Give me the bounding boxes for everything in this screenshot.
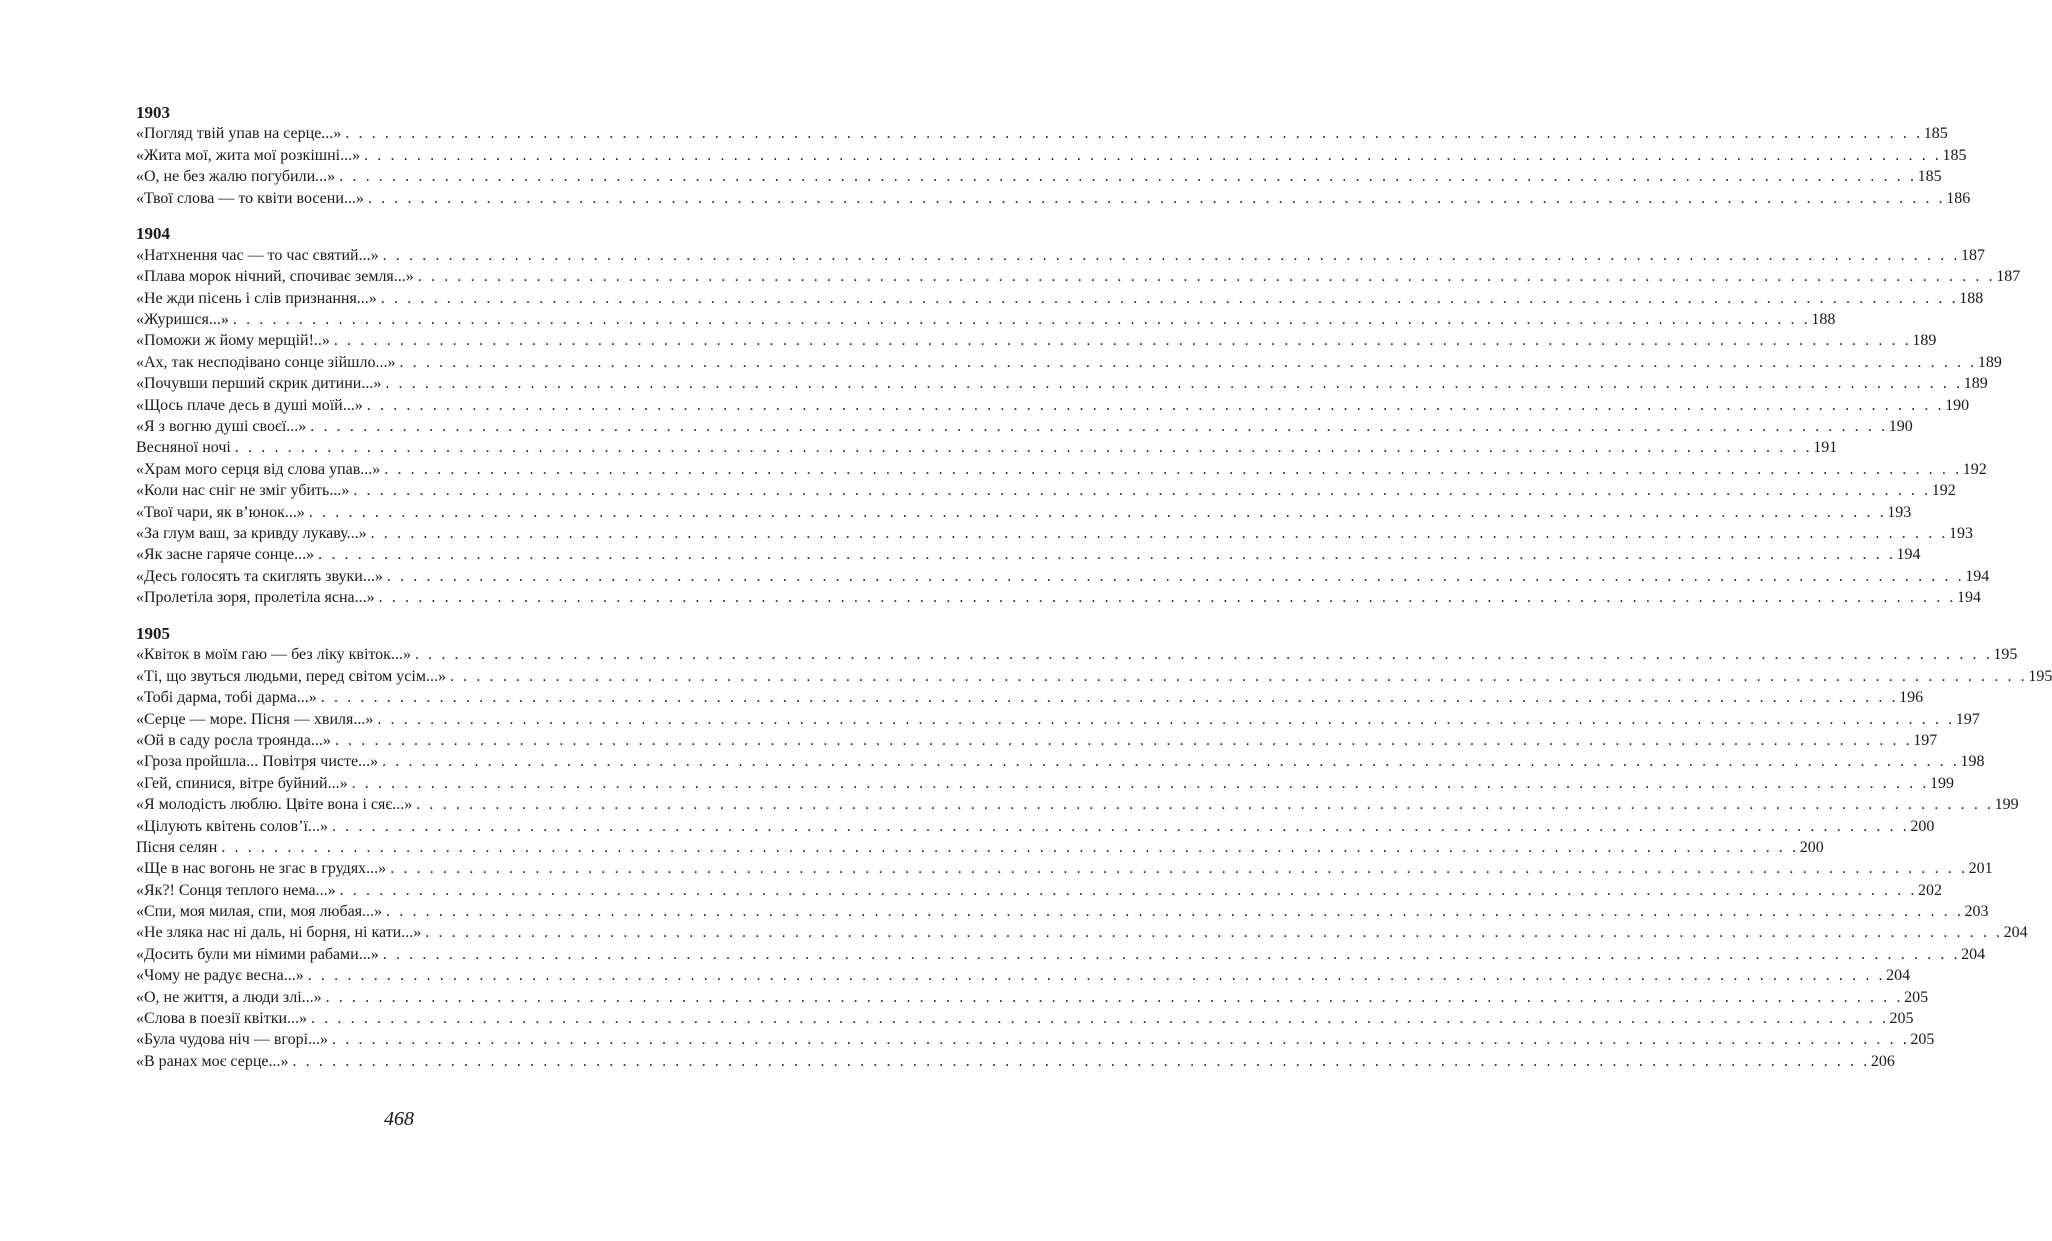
dot-leader: . . . . . . . . . . . . . . . . . . . . . . . . . . . . . . . . . . . . . . . . . . . . . . . . . . . . . . . . . . . . . . . . . . . . . . . . . . . . . . . . . . . . . . . . . . . . . . . . . . . . . . . . . . . . . . . . . . . . . . . . xyxy=(318,546,1896,564)
toc-entry[interactable] xyxy=(136,502,1912,523)
entry-page-number: 186 xyxy=(1946,189,1971,207)
entry-title: «Гроза пройшла... Повітря чисте...» xyxy=(136,753,379,771)
dot-leader: . . . . . . . . . . . . . . . . . . . . . . . . . . . . . . . . . . . . . . . . . . . . . . . . . . . . . . . . . . . . . . . . . . . . . . . . . . . . . . . . . . . . . . . . . . . . . . . . . . . . . . . . . . . . . . . . . . . . . . . . xyxy=(325,988,1904,1006)
toc-entry[interactable] xyxy=(136,416,1913,437)
section-year-heading: 1903 xyxy=(136,103,170,122)
dot-leader: . . . . . . . . . . . . . . . . . . . . . . . . . . . . . . . . . . . . . . . . . . . . . . . . . . . . . . . . . . . . . . . . . . . . . . . . . . . . . . . . . . . . . . . . . . . . . . . . . . . . . . . . . . . . . . . . . . . . . . . . xyxy=(386,903,1964,921)
entry-title: «Я з вогню душі своєї...» xyxy=(136,417,307,435)
toc-entry[interactable] xyxy=(136,395,1970,416)
entry-page-number: 192 xyxy=(1931,482,1956,500)
dot-leader: . . . . . . . . . . . . . . . . . . . . . . . . . . . . . . . . . . . . . . . . . . . . . . . . . . . . . . . . . . . . . . . . . . . . . . . . . . . . . . . . . . . . . . . . . . . . . . . . . . . . . . . . . . . . . . . . . . . . . . . . xyxy=(353,482,1931,500)
entry-page-number: 205 xyxy=(1904,988,1929,1006)
entry-page-number: 194 xyxy=(1957,589,1982,607)
entry-page-number: 198 xyxy=(1960,753,1985,771)
dot-leader: . . . . . . . . . . . . . . . . . . . . . . . . . . . . . . . . . . . . . . . . . . . . . . . . . . . . . . . . . . . . . . . . . . . . . . . . . . . . . . . . . . . . . . . . . . . . . . . . . . . . . . . . . . . . . . . . . . . . . . . . xyxy=(334,731,1913,749)
toc-section-1904 xyxy=(136,223,2021,608)
entry-page-number: 206 xyxy=(1870,1052,1895,1070)
entry-title: «Ті, що звуться людьми, перед світом усім...» xyxy=(136,667,446,685)
toc-entry[interactable] xyxy=(136,352,2002,373)
toc-entry[interactable] xyxy=(136,944,1986,965)
dot-leader: . . . . . . . . . . . . . . . . . . . . . . . . . . . . . . . . . . . . . . . . . . . . . . . . . . . . . . . . . . . . . . . . . . . . . . . . . . . . . . . . . . . . . . . . . . . . . . . . . . . . . . . . . . . . . . . . . . . . . . . . xyxy=(364,146,1942,164)
entry-page-number: 190 xyxy=(1888,417,1913,435)
toc-entry[interactable] xyxy=(136,123,1948,144)
dot-leader: . . . . . . . . . . . . . . . . . . . . . . . . . . . . . . . . . . . . . . . . . . . . . . . . . . . . . . . . . . . . . . . . . . . . . . . . . . . . . . . . . . . . . . . . . . . . . . . . . . . . . . . . . . . . . . . . . . . . . . . . xyxy=(339,168,1917,186)
entry-title: «Десь голосять та скиглять звуки...» xyxy=(136,567,383,585)
dot-leader: . . . . . . . . . . . . . . . . . . . . . . . . . . . . . . . . . . . . . . . . . . . . . . . . . . . . . . . . . . . . . . . . . . . . . . . . . . . . . . . . . . . . . . . . . . . . . . . . . . . . . . . . . . . . . . . . . . . . . . . . xyxy=(311,1010,1889,1028)
entry-page-number: 193 xyxy=(1949,524,1974,542)
entry-title: «В ранах моє серце...» xyxy=(136,1052,289,1070)
entry-page-number: 202 xyxy=(1918,881,1943,899)
toc-entry[interactable] xyxy=(136,523,1974,544)
dot-leader: . . . . . . . . . . . . . . . . . . . . . . . . . . . . . . . . . . . . . . . . . . . . . . . . . . . . . . . . . . . . . . . . . . . . . . . . . . . . . . . . . . . . . . . . . . . . . . . . . . . . . . . . . . . . . . . . . . . . . . . . xyxy=(345,125,1923,143)
dot-leader: . . . . . . . . . . . . . . . . . . . . . . . . . . . . . . . . . . . . . . . . . . . . . . . . . . . . . . . . . . . . . . . . . . . . . . . . . . . . . . . . . . . . . . . . . . . . . . . . . . . . . . . . . . . . . . . . . . . . . . . . xyxy=(232,311,1811,329)
toc-entry[interactable] xyxy=(136,709,1980,730)
toc-section-1905 xyxy=(136,623,2052,1072)
toc-entry[interactable] xyxy=(136,987,1929,1008)
entry-page-number: 200 xyxy=(1799,838,1824,856)
toc-entry[interactable] xyxy=(136,480,1956,501)
entry-page-number: 196 xyxy=(1899,689,1924,707)
dot-leader: . . . . . . . . . . . . . . . . . . . . . . . . . . . . . . . . . . . . . . . . . . . . . . . . . . . . . . . . . . . . . . . . . . . . . . . . . . . . . . . . . . . . . . . . . . . . . . . . . . . . . . . . . . . . . . . . . . . . . . . . xyxy=(414,646,1993,664)
toc-entry[interactable] xyxy=(136,587,1982,608)
dot-leader: . . . . . . . . . . . . . . . . . . . . . . . . . . . . . . . . . . . . . . . . . . . . . . . . . . . . . . . . . . . . . . . . . . . . . . . . . . . . . . . . . . . . . . . . . . . . . . . . . . . . . . . . . . . . . . . . . . . . . . . . xyxy=(399,353,1977,371)
toc-section-1903 xyxy=(136,102,1971,209)
toc-entry[interactable] xyxy=(136,858,1993,879)
toc-entry[interactable] xyxy=(136,188,1971,209)
dot-leader: . . . . . . . . . . . . . . . . . . . . . . . . . . . . . . . . . . . . . . . . . . . . . . . . . . . . . . . . . . . . . . . . . . . . . . . . . . . . . . . . . . . . . . . . . . . . . . . . . . . . . . . . . . . . . . . . . . . . . . . . xyxy=(425,924,2003,942)
entry-title: «Ще в нас вогонь не згас в грудях...» xyxy=(136,860,387,878)
dot-leader: . . . . . . . . . . . . . . . . . . . . . . . . . . . . . . . . . . . . . . . . . . . . . . . . . . . . . . . . . . . . . . . . . . . . . . . . . . . . . . . . . . . . . . . . . . . . . . . . . . . . . . . . . . . . . . . . . . . . . . . . xyxy=(320,689,1899,707)
dot-leader: . . . . . . . . . . . . . . . . . . . . . . . . . . . . . . . . . . . . . . . . . . . . . . . . . . . . . . . . . . . . . . . . . . . . . . . . . . . . . . . . . . . . . . . . . . . . . . . . . . . . . . . . . . . . . . . . . . . . . . . . xyxy=(386,567,1965,585)
dot-leader: . . . . . . . . . . . . . . . . . . . . . . . . . . . . . . . . . . . . . . . . . . . . . . . . . . . . . . . . . . . . . . . . . . . . . . . . . . . . . . . . . . . . . . . . . . . . . . . . . . . . . . . . . . . . . . . . . . . . . . . . xyxy=(351,774,1929,792)
toc-entry[interactable] xyxy=(136,922,2028,943)
dot-leader: . . . . . . . . . . . . . . . . . . . . . . . . . . . . . . . . . . . . . . . . . . . . . . . . . . . . . . . . . . . . . . . . . . . . . . . . . . . . . . . . . . . . . . . . . . . . . . . . . . . . . . . . . . . . . . . . . . . . . . . . xyxy=(378,589,1957,607)
toc-entry[interactable] xyxy=(136,1029,1935,1050)
entry-title: «Коли нас сніг не зміг убить...» xyxy=(136,482,350,500)
entry-page-number: 187 xyxy=(1996,268,2021,286)
toc-entry[interactable] xyxy=(136,288,1984,309)
entry-title: «Почувши перший скрик дитини...» xyxy=(136,375,382,393)
entry-page-number: 185 xyxy=(1942,146,1967,164)
toc-entry[interactable] xyxy=(136,566,1990,587)
dot-leader: . . . . . . . . . . . . . . . . . . . . . . . . . . . . . . . . . . . . . . . . . . . . . . . . . . . . . . . . . . . . . . . . . . . . . . . . . . . . . . . . . . . . . . . . . . . . . . . . . . . . . . . . . . . . . . . . . . . . . . . . xyxy=(449,667,2028,685)
toc-entry[interactable] xyxy=(136,965,1911,986)
entry-page-number: 190 xyxy=(1945,396,1970,414)
entry-title: «Не зляка нас ні даль, ні борня, ні кати...» xyxy=(136,924,422,942)
entry-title: «Пролетіла зоря, пролетіла ясна...» xyxy=(136,589,375,607)
entry-title: «Квіток в моїм гаю — без ліку квіток...» xyxy=(136,646,411,664)
entry-title: «О, не без жалю погубили...» xyxy=(136,168,336,186)
entry-title: «Щось плаче десь в душі моїй...» xyxy=(136,396,363,414)
toc-entry[interactable] xyxy=(136,880,1943,901)
entry-page-number: 188 xyxy=(1959,289,1984,307)
entry-page-number: 188 xyxy=(1811,311,1836,329)
entry-title: «Тобі дарма, тобі дарма...» xyxy=(136,689,317,707)
entry-page-number: 199 xyxy=(1994,796,2019,814)
toc-entry[interactable] xyxy=(136,245,1985,266)
toc-entry[interactable] xyxy=(136,751,1985,772)
entry-page-number: 194 xyxy=(1965,567,1990,585)
dot-leader: . . . . . . . . . . . . . . . . . . . . . . . . . . . . . . . . . . . . . . . . . . . . . . . . . . . . . . . . . . . . . . . . . . . . . . . . . . . . . . . . . . . . . . . . . . . . . . . . . . . . . . . . . . . . . . . . . . . . . . . . xyxy=(384,460,1962,478)
entry-title: «Жита мої, жита мої розкішні...» xyxy=(136,146,361,164)
entry-title: «Плава морок нічний, спочиває земля...» xyxy=(136,268,414,286)
entry-title: «Ах, так несподівано сонце зійшло...» xyxy=(136,353,396,371)
entry-page-number: 195 xyxy=(2028,667,2052,685)
entry-title: «Ой в саду росла троянда...» xyxy=(136,731,331,749)
dot-leader: . . . . . . . . . . . . . . . . . . . . . . . . . . . . . . . . . . . . . . . . . . . . . . . . . . . . . . . . . . . . . . . . . . . . . . . . . . . . . . . . . . . . . . . . . . . . . . . . . . . . . . . . . . . . . . . . . . . . . . . . xyxy=(370,524,1949,542)
entry-page-number: 191 xyxy=(1813,439,1838,457)
entry-title: «О, не життя, а люди злі...» xyxy=(136,988,322,1006)
toc-entry[interactable] xyxy=(136,794,2019,815)
entry-title: «Як засне гаряче сонце...» xyxy=(136,546,315,564)
dot-leader: . . . . . . . . . . . . . . . . . . . . . . . . . . . . . . . . . . . . . . . . . . . . . . . . . . . . . . . . . . . . . . . . . . . . . . . . . . . . . . . . . . . . . . . . . . . . . . . . . . . . . . . . . . . . . . . . . . . . . . . . xyxy=(417,268,1996,286)
entry-page-number: 204 xyxy=(1961,945,1986,963)
dot-leader: . . . . . . . . . . . . . . . . . . . . . . . . . . . . . . . . . . . . . . . . . . . . . . . . . . . . . . . . . . . . . . . . . . . . . . . . . . . . . . . . . . . . . . . . . . . . . . . . . . . . . . . . . . . . . . . . . . . . . . . . xyxy=(339,881,1918,899)
toc-entry[interactable] xyxy=(136,816,1935,837)
dot-leader: . . . . . . . . . . . . . . . . . . . . . . . . . . . . . . . . . . . . . . . . . . . . . . . . . . . . . . . . . . . . . . . . . . . . . . . . . . . . . . . . . . . . . . . . . . . . . . . . . . . . . . . . . . . . . . . . . . . . . . . . xyxy=(221,838,1799,856)
entry-title: «Не жди пісень і слів признання...» xyxy=(136,289,377,307)
entry-page-number: 199 xyxy=(1929,774,1954,792)
dot-leader: . . . . . . . . . . . . . . . . . . . . . . . . . . . . . . . . . . . . . . . . . . . . . . . . . . . . . . . . . . . . . . . . . . . . . . . . . . . . . . . . . . . . . . . . . . . . . . . . . . . . . . . . . . . . . . . . . . . . . . . . xyxy=(292,1052,1870,1070)
entry-page-number: 204 xyxy=(2003,924,2028,942)
toc-entry[interactable] xyxy=(136,837,1824,858)
entry-page-number: 201 xyxy=(1968,860,1993,878)
dot-leader: . . . . . . . . . . . . . . . . . . . . . . . . . . . . . . . . . . . . . . . . . . . . . . . . . . . . . . . . . . . . . . . . . . . . . . . . . . . . . . . . . . . . . . . . . . . . . . . . . . . . . . . . . . . . . . . . . . . . . . . . xyxy=(390,860,1968,878)
dot-leader: . . . . . . . . . . . . . . . . . . . . . . . . . . . . . . . . . . . . . . . . . . . . . . . . . . . . . . . . . . . . . . . . . . . . . . . . . . . . . . . . . . . . . . . . . . . . . . . . . . . . . . . . . . . . . . . . . . . . . . . . xyxy=(332,1031,1910,1049)
entry-title: «Була чудова ніч — вгорі...» xyxy=(136,1031,329,1049)
dot-leader: . . . . . . . . . . . . . . . . . . . . . . . . . . . . . . . . . . . . . . . . . . . . . . . . . . . . . . . . . . . . . . . . . . . . . . . . . . . . . . . . . . . . . . . . . . . . . . . . . . . . . . . . . . . . . . . . . . . . . . . . xyxy=(385,375,1963,393)
entry-page-number: 189 xyxy=(1963,375,1988,393)
table-of-contents xyxy=(136,102,2052,1087)
entry-title: «Серце — море. Пісня — хвиля...» xyxy=(136,710,374,728)
section-year-heading: 1905 xyxy=(136,623,170,643)
toc-entry[interactable] xyxy=(136,730,1938,751)
entry-title: «Твої чари, як в’юнок...» xyxy=(136,503,305,521)
entry-title: Весняної ночі xyxy=(136,439,231,457)
entry-page-number: 185 xyxy=(1917,168,1942,186)
entry-title: «Слова в поезії квітки...» xyxy=(136,1010,308,1028)
entry-title: «Чому не радує весна...» xyxy=(136,967,304,985)
entry-page-number: 205 xyxy=(1910,1031,1935,1049)
entry-title: «Твої слова — то квіти восени...» xyxy=(136,189,364,207)
entry-title: «Журишся...» xyxy=(136,311,229,329)
toc-entry[interactable] xyxy=(136,309,1836,330)
dot-leader: . . . . . . . . . . . . . . . . . . . . . . . . . . . . . . . . . . . . . . . . . . . . . . . . . . . . . . . . . . . . . . . . . . . . . . . . . . . . . . . . . . . . . . . . . . . . . . . . . . . . . . . . . . . . . . . . . . . . . . . . xyxy=(382,753,1960,771)
entry-page-number: 193 xyxy=(1887,503,1912,521)
toc-entry[interactable] xyxy=(136,687,1924,708)
dot-leader: . . . . . . . . . . . . . . . . . . . . . . . . . . . . . . . . . . . . . . . . . . . . . . . . . . . . . . . . . . . . . . . . . . . . . . . . . . . . . . . . . . . . . . . . . . . . . . . . . . . . . . . . . . . . . . . . . . . . . . . . xyxy=(366,396,1945,414)
dot-leader: . . . . . . . . . . . . . . . . . . . . . . . . . . . . . . . . . . . . . . . . . . . . . . . . . . . . . . . . . . . . . . . . . . . . . . . . . . . . . . . . . . . . . . . . . . . . . . . . . . . . . . . . . . . . . . . . . . . . . . . . xyxy=(377,710,1955,728)
toc-entry[interactable] xyxy=(136,266,2021,287)
entry-title: «Гей, спинися, вітре буйний...» xyxy=(136,774,348,792)
entry-page-number: 189 xyxy=(1912,332,1937,350)
toc-entry[interactable] xyxy=(136,1051,1895,1072)
toc-entry[interactable] xyxy=(136,459,1987,480)
entry-title: «Досить були ми німими рабами...» xyxy=(136,945,379,963)
entry-title: «Я молодість люблю. Цвіте вона і сяє...» xyxy=(136,796,413,814)
entry-page-number: 194 xyxy=(1896,546,1921,564)
section-year-heading: 1904 xyxy=(136,224,170,244)
entry-title: «Храм мого серця від слова упав...» xyxy=(136,460,381,478)
entry-page-number: 203 xyxy=(1964,903,1989,921)
toc-entry[interactable] xyxy=(136,437,1838,458)
toc-entry[interactable] xyxy=(136,1008,1914,1029)
entry-title: «Цілують квітень солов’ї...» xyxy=(136,817,328,835)
entry-page-number: 187 xyxy=(1961,246,1985,264)
entry-page-number: 200 xyxy=(1910,817,1935,835)
dot-leader: . . . . . . . . . . . . . . . . . . . . . . . . . . . . . . . . . . . . . . . . . . . . . . . . . . . . . . . . . . . . . . . . . . . . . . . . . . . . . . . . . . . . . . . . . . . . . . . . . . . . . . . . . . . . . . . . . . . . . . . . xyxy=(307,967,1886,985)
toc-entry[interactable] xyxy=(136,901,1989,922)
page-number: 468 xyxy=(384,1108,414,1130)
entry-title: «Натхнення час — то час святий...» xyxy=(136,246,379,264)
dot-leader: . . . . . . . . . . . . . . . . . . . . . . . . . . . . . . . . . . . . . . . . . . . . . . . . . . . . . . . . . . . . . . . . . . . . . . . . . . . . . . . . . . . . . . . . . . . . . . . . . . . . . . . . . . . . . . . . . . . . . . . . xyxy=(234,439,1813,457)
toc-entry[interactable] xyxy=(136,544,1921,565)
dot-leader: . . . . . . . . . . . . . . . . . . . . . . . . . . . . . . . . . . . . . . . . . . . . . . . . . . . . . . . . . . . . . . . . . . . . . . . . . . . . . . . . . . . . . . . . . . . . . . . . . . . . . . . . . . . . . . . . . . . . . . . . xyxy=(331,817,1910,835)
dot-leader: . . . . . . . . . . . . . . . . . . . . . . . . . . . . . . . . . . . . . . . . . . . . . . . . . . . . . . . . . . . . . . . . . . . . . . . . . . . . . . . . . . . . . . . . . . . . . . . . . . . . . . . . . . . . . . . . . . . . . . . . xyxy=(382,945,1961,963)
entry-page-number: 204 xyxy=(1886,967,1911,985)
entry-page-number: 192 xyxy=(1962,460,1987,478)
dot-leader: . . . . . . . . . . . . . . . . . . . . . . . . . . . . . . . . . . . . . . . . . . . . . . . . . . . . . . . . . . . . . . . . . . . . . . . . . . . . . . . . . . . . . . . . . . . . . . . . . . . . . . . . . . . . . . . . . . . . . . . . xyxy=(416,796,1994,814)
toc-entry[interactable] xyxy=(136,644,2018,665)
entry-title: «Поможи ж йому мерщій!..» xyxy=(136,332,330,350)
dot-leader: . . . . . . . . . . . . . . . . . . . . . . . . . . . . . . . . . . . . . . . . . . . . . . . . . . . . . . . . . . . . . . . . . . . . . . . . . . . . . . . . . . . . . . . . . . . . . . . . . . . . . . . . . . . . . . . . . . . . . . . . xyxy=(382,246,1960,264)
dot-leader: . . . . . . . . . . . . . . . . . . . . . . . . . . . . . . . . . . . . . . . . . . . . . . . . . . . . . . . . . . . . . . . . . . . . . . . . . . . . . . . . . . . . . . . . . . . . . . . . . . . . . . . . . . . . . . . . . . . . . . . . xyxy=(333,332,1912,350)
dot-leader: . . . . . . . . . . . . . . . . . . . . . . . . . . . . . . . . . . . . . . . . . . . . . . . . . . . . . . . . . . . . . . . . . . . . . . . . . . . . . . . . . . . . . . . . . . . . . . . . . . . . . . . . . . . . . . . . . . . . . . . . xyxy=(367,189,1946,207)
entry-title: Пісня селян xyxy=(136,838,218,856)
entry-title: «Погляд твій упав на серце...» xyxy=(136,125,342,143)
entry-page-number: 189 xyxy=(1977,353,2002,371)
entry-page-number: 205 xyxy=(1889,1010,1914,1028)
dot-leader: . . . . . . . . . . . . . . . . . . . . . . . . . . . . . . . . . . . . . . . . . . . . . . . . . . . . . . . . . . . . . . . . . . . . . . . . . . . . . . . . . . . . . . . . . . . . . . . . . . . . . . . . . . . . . . . . . . . . . . . . xyxy=(310,417,1888,435)
entry-title: «Як?! Сонця теплого нема...» xyxy=(136,881,336,899)
entry-page-number: 185 xyxy=(1923,125,1948,143)
entry-page-number: 195 xyxy=(1993,646,2018,664)
entry-page-number: 197 xyxy=(1955,710,1980,728)
toc-entry[interactable] xyxy=(136,373,1988,394)
entry-title: «Спи, моя милая, спи, моя любая...» xyxy=(136,903,383,921)
entry-page-number: 197 xyxy=(1913,731,1938,749)
dot-leader: . . . . . . . . . . . . . . . . . . . . . . . . . . . . . . . . . . . . . . . . . . . . . . . . . . . . . . . . . . . . . . . . . . . . . . . . . . . . . . . . . . . . . . . . . . . . . . . . . . . . . . . . . . . . . . . . . . . . . . . . xyxy=(308,503,1887,521)
toc-entry[interactable] xyxy=(136,666,2052,687)
toc-entry[interactable] xyxy=(136,145,1967,166)
toc-entry[interactable] xyxy=(136,330,1937,351)
dot-leader: . . . . . . . . . . . . . . . . . . . . . . . . . . . . . . . . . . . . . . . . . . . . . . . . . . . . . . . . . . . . . . . . . . . . . . . . . . . . . . . . . . . . . . . . . . . . . . . . . . . . . . . . . . . . . . . . . . . . . . . . xyxy=(380,289,1959,307)
entry-title: «За глум ваш, за кривду лукаву...» xyxy=(136,524,367,542)
toc-entry[interactable] xyxy=(136,773,1954,794)
toc-entry[interactable] xyxy=(136,166,1942,187)
